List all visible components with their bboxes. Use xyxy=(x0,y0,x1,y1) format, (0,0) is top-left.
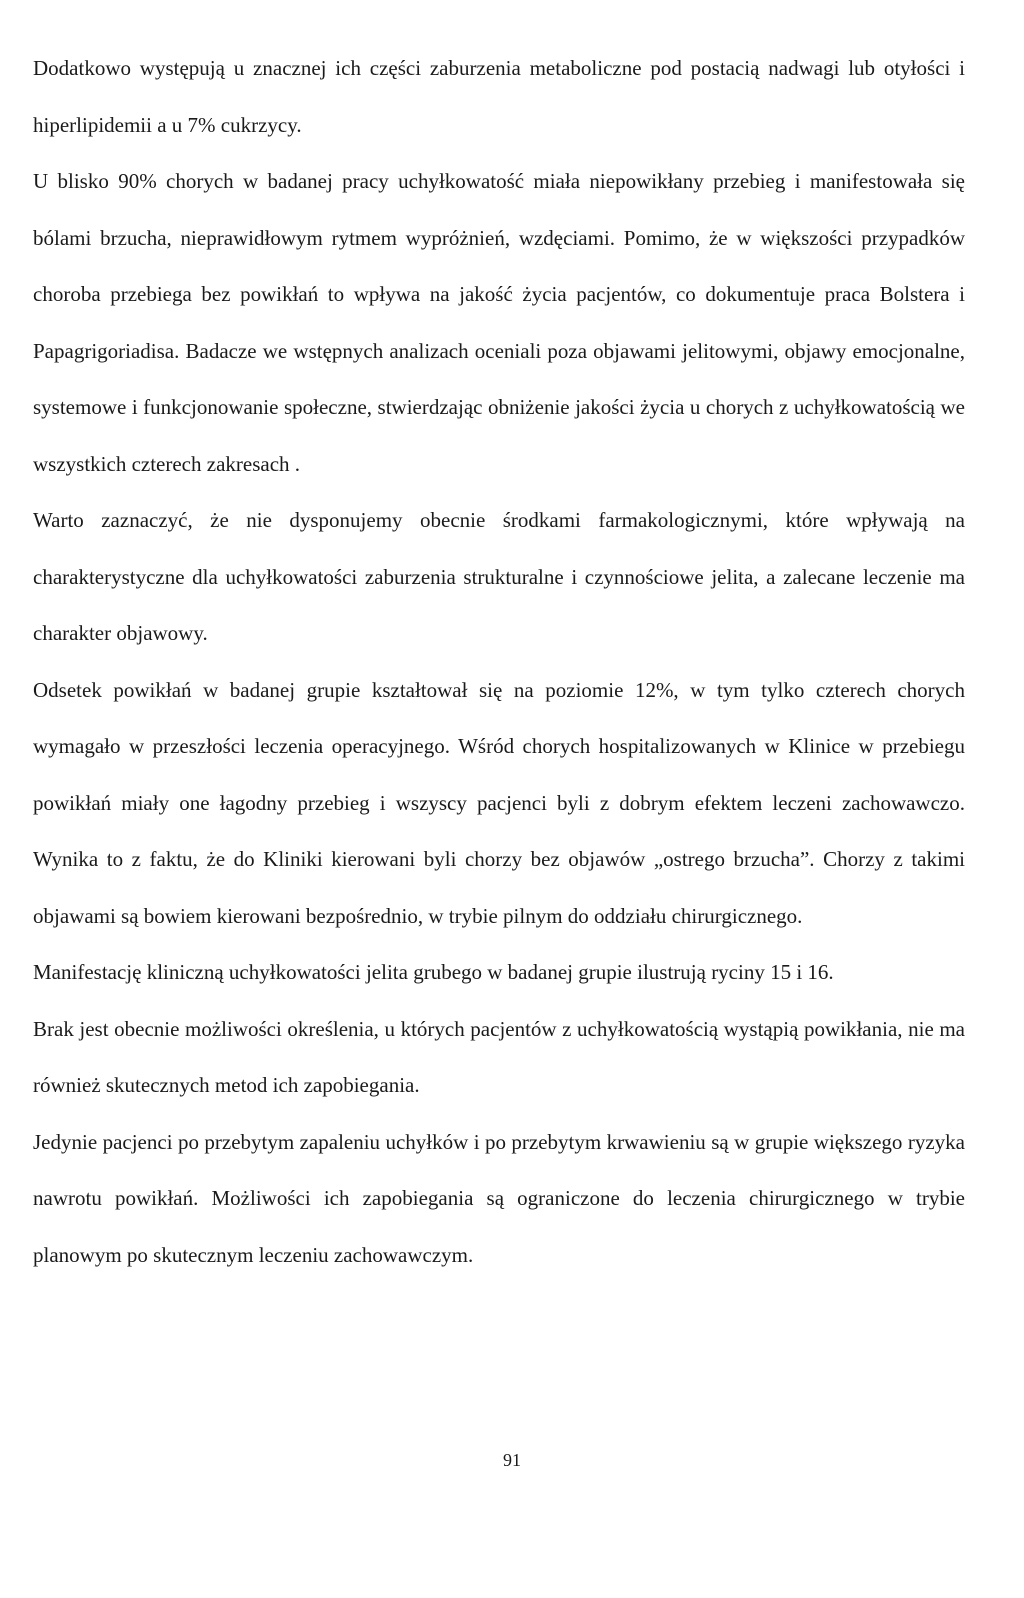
paragraph-clinical-manifestation: Manifestację kliniczną uchyłkowatości jelita grubego w badanej grupie ilustrują ryciny 15 i 16. xyxy=(33,960,834,984)
paragraph-prediction: Brak jest obecnie możliwości określenia, u których pacjentów z uchyłkowatością wystąpią powikłania, nie ma również skutecznych metod ich zapobiegania. xyxy=(33,1016,965,1097)
paragraph-metabolic-disorders: Dodatkowo występują u znacznej ich części zaburzenia metaboliczne pod postacią nadwagi lub otyłości i hiperlipidemii a u 7% cukrzycy. xyxy=(33,56,965,137)
paragraph-complications-rate: Odsetek powikłań w badanej grupie kształtował się na poziomie 12%, w tym tylko czterech chorych wymagało w przeszłości leczenia operacyjnego. Wśród chorych hospitalizowanych w Klinice w przebiegu powikłań miały one łagodny przebieg i wszyscy pacjenci byli z dobrym efektem leczeni zachowawczo. Wynika to z faktu, że do Kliniki kierowani byli chorzy bez objawów „ostrego brzucha”. Chorzy z takimi objawami są bowiem kierowani bezpośrednio, w trybie pilnym do oddziału chirurgicznego. xyxy=(33,677,965,928)
page-body xyxy=(33,40,965,1283)
page-number: 91 xyxy=(503,1450,521,1470)
paragraph-risk-groups: Jedynie pacjenci po przebytym zapaleniu uchyłków i po przebytym krwawieniu są w grupie większego ryzyka nawrotu powikłań. Możliwości ich zapobiegania są ograniczone do leczenia chirurgicznego w trybie planowym po skutecznym leczeniu zachowawczym. xyxy=(33,1129,965,1267)
paragraph-uncomplicated-course: U blisko 90% chorych w badanej pracy uchyłkowatość miała niepowikłany przebieg i manifestowała się bólami brzucha, nieprawidłowym rytmem wypróżnień, wzdęciami. Pomimo, że w większości przypadków choroba przebiega bez powikłań to wpływa na jakość życia pacjentów, co dokumentuje praca Bolstera i Papagrigoriadisa. Badacze we wstępnych analizach oceniali poza objawami jelitowymi, objawy emocjonalne, systemowe i funkcjonowanie społeczne, stwierdzając obniżenie jakości życia u chorych z uchyłkowatością we wszystkich czterech zakresach . xyxy=(33,169,965,476)
paragraph-pharmacological-treatment: Warto zaznaczyć, że nie dysponujemy obecnie środkami farmakologicznymi, które wpływają na charakterystyczne dla uchyłkowatości zaburzenia strukturalne i czynnościowe jelita, a zalecane leczenie ma charakter objawowy. xyxy=(33,508,965,645)
